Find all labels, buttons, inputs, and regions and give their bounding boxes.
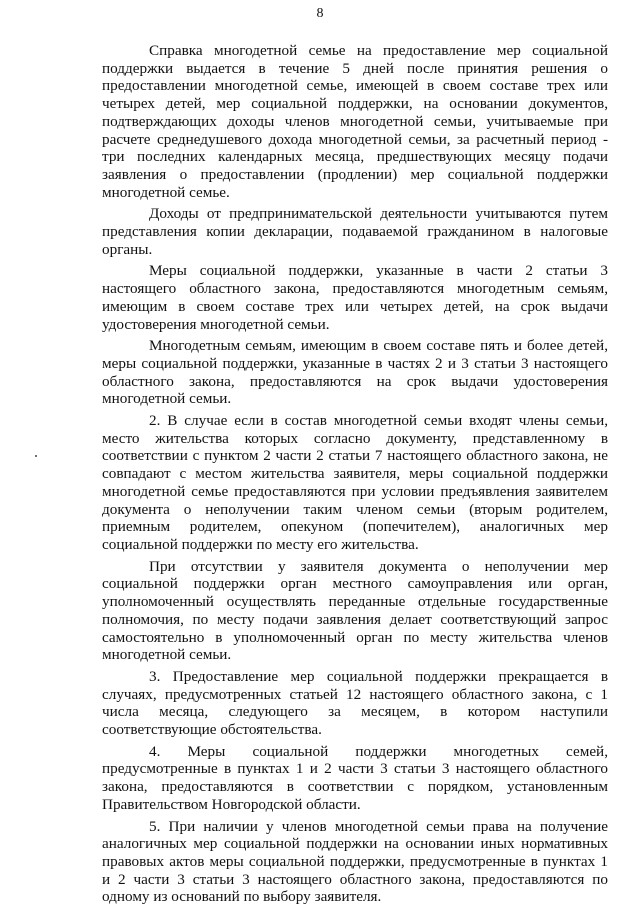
page-number: 8 — [316, 6, 324, 21]
paragraph-2: Доходы от предпринимательской деятельности учитываются путем представления копии декларации, подаваемой гражданином в налоговые органы. — [102, 205, 608, 258]
paragraph-1: Справка многодетной семье на предоставление мер социальной поддержки выдается в течение 5 дней после принятия решения о предоставлении многодетной семье, имеющей в своем составе трех или четырех детей, мер социальной поддержки, на основании документов, подтверждающих доходы членов многодетной семьи, учитываемые при расчете среднедушевого дохода многодетной семьи, за расчетный период - три последних календарных месяца, предшествующих месяцу подачи заявления о предоставлении (продлении) мер социальной поддержки многодетной семье. — [102, 42, 608, 201]
scan-speck — [35, 455, 37, 457]
document-body — [102, 42, 608, 910]
paragraph-8: 4. Меры социальной поддержки многодетных семей, предусмотренные в пунктах 1 и 2 части 3 статьи 3 настоящего областного закона, предоставляются в соответствии с порядком, установленным Правительством Новгородской области. — [102, 742, 608, 813]
paragraph-9: 5. При наличии у членов многодетной семьи права на получение аналогичных мер социальной поддержки на основании иных нормативных правовых актов меры социальной поддержки, предусмотренные в пунктах 1 и 2 части 3 статьи 3 настоящего областного закона, предоставляются по одному из оснований по выбору заявителя. — [102, 817, 608, 906]
paragraph-7: 3. Предоставление мер социальной поддержки прекращается в случаях, предусмотренных статьей 12 настоящего областного закона, с 1 числа месяца, следующего за месяцем, в котором наступили соответствующие обстоятельства. — [102, 667, 608, 739]
paragraph-6: При отсутствии у заявителя документа о неполучении мер социальной поддержки орган местного самоуправления или орган, уполномоченный осуществлять переданные отдельные государственные полномочия, по месту подачи заявления делает соответствующий запрос самостоятельно в уполномоченный орган по месту жительства членов многодетной семьи. — [102, 557, 608, 664]
paragraph-5: 2. В случае если в состав многодетной семьи входят члены семьи, место жительства которых согласно документу, представленному в соответствии с пунктом 2 части 2 статьи 7 настоящего областного закона, не совпадают с местом жительства заявителя, меры социальной поддержки многодетной семье предоставляются при условии предъявления заявителем документа о неполучении таким членом семьи (вторым родителем, приемным родителем, опекуном (попечителем), аналогичных мер социальной поддержки по месту его жительства. — [102, 412, 608, 553]
paragraph-3: Меры социальной поддержки, указанные в части 2 статьи 3 настоящего областного закона, предоставляются многодетным семьям, имеющим в своем составе трех или четырех детей, на срок выдачи удостоверения многодетной семьи. — [102, 262, 608, 333]
paragraph-4: Многодетным семьям, имеющим в своем составе пять и более детей, меры социальной поддержки, указанные в частях 2 и 3 статьи 3 настоящего областного закона, предоставляются на срок выдачи удостоверения многодетной семьи. — [102, 337, 608, 408]
